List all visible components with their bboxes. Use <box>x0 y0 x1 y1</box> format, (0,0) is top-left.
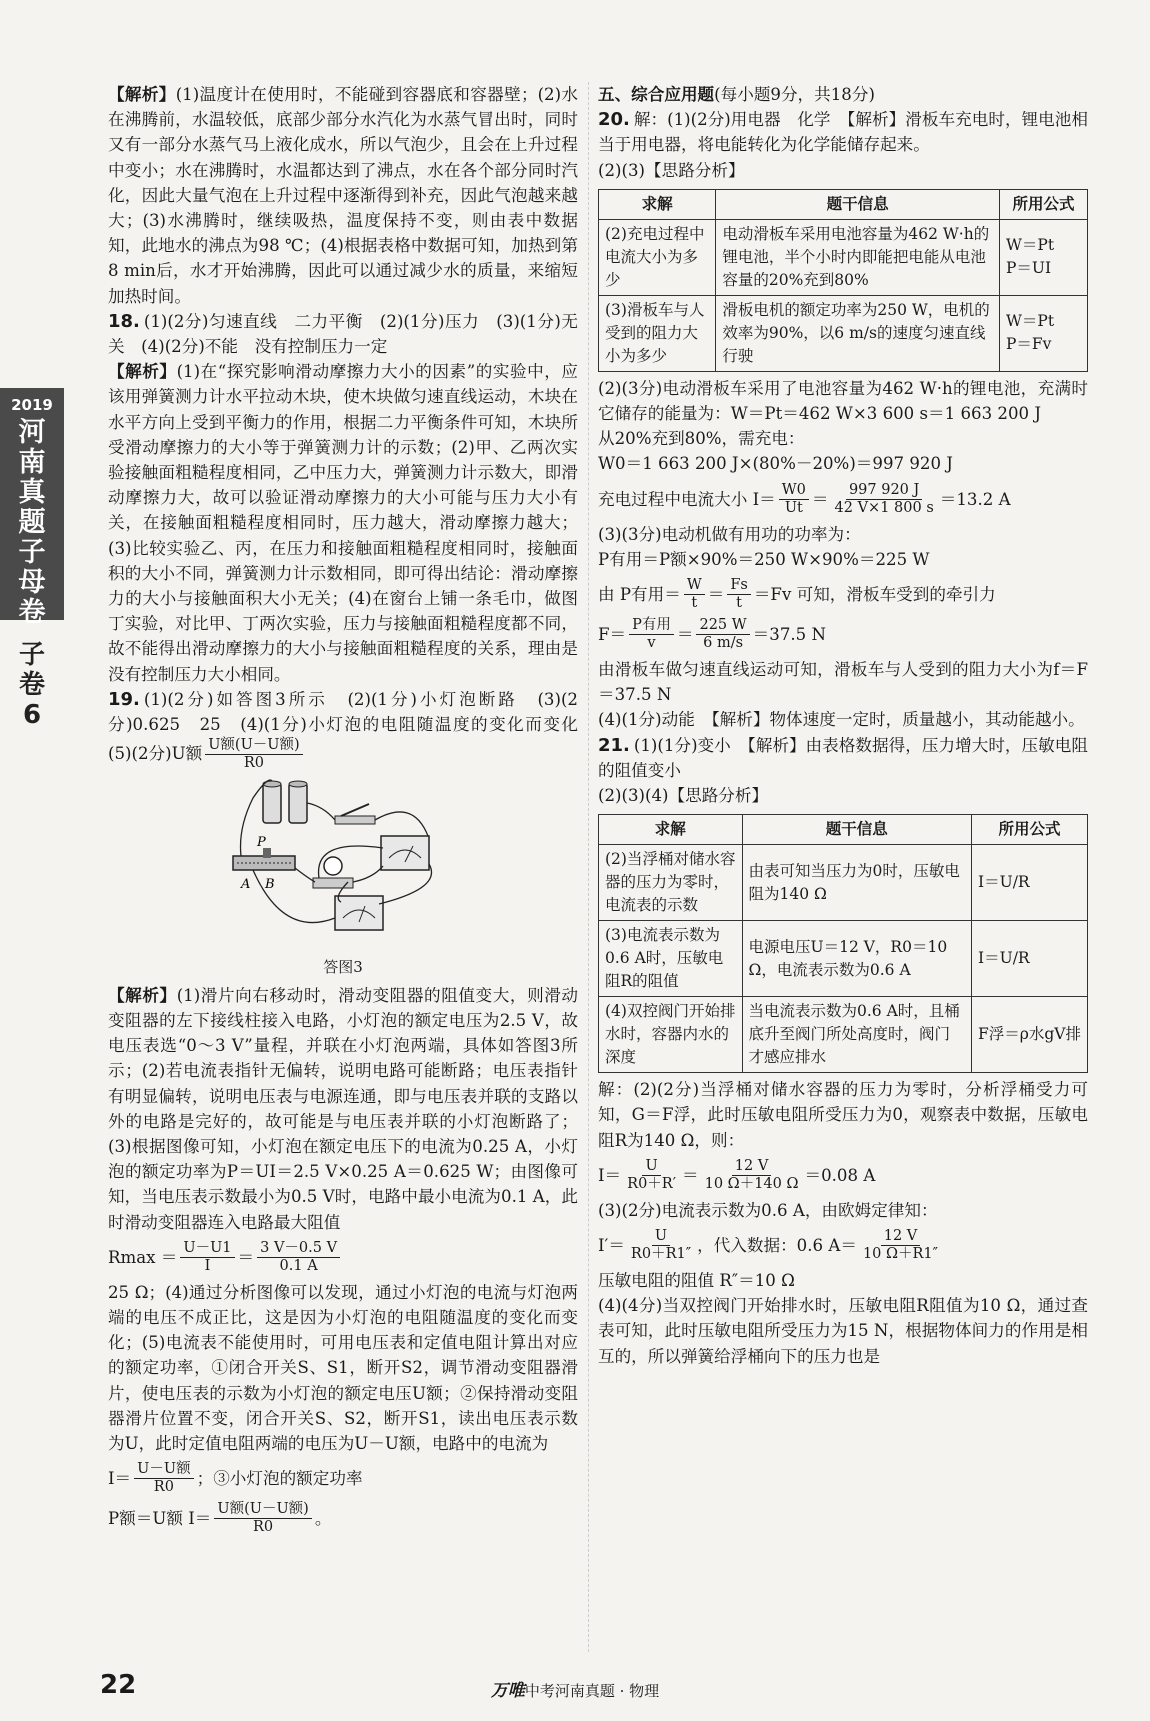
eq-result: ＝13.2 A <box>939 489 1011 509</box>
footer <box>0 1676 1150 1701</box>
table-cell: W＝Pt P＝UI <box>999 219 1087 295</box>
q18-analysis-text: (1)在“探究影响滑动摩擦力大小的因素”的实验中，应该用弹簧测力计水平拉动木块，使木块做匀速直线运动，木块在水平方向上受到平衡力的作用，根据二力平衡条件可知，木块所受滑动摩擦力的大小等于弹簧测力计的示数；(2)甲、乙两次实验接触面粗糙程度相同，乙中压力大，弹簧测力计示数大，即滑动摩擦力大，故可以验证滑动摩擦力的大小可能与压力大小有关，在接触面粗糙程度相同时，压力越大，滑动摩擦力越大；(3)比较实验乙、丙，在压力和接触面粗糙程度相同时，接触面积的大小不同，弹簧测力计示数相同，即可得出结论：滑动摩擦力的大小与接触面积大小无关；(4)在窗台上铺一条毛巾，做图丁实验，对比甲、丁两次实验，压力与接触面粗糙程度都不同，故不能得出滑动摩擦力的大小与接触面粗糙程度的关系，理由是没有控制压力大小相同。 <box>108 362 578 684</box>
q18-analysis <box>108 359 578 687</box>
table-cell: 由表可知当压力为0时，压敏电阻为140 Ω <box>742 845 972 921</box>
fraction-denominator: 42 V×1 800 s <box>834 499 934 516</box>
q20-s2b: 从20%充到80%，需充电： <box>598 429 805 449</box>
fraction <box>727 577 751 612</box>
fraction-denominator: t <box>736 595 742 612</box>
circuit-figure <box>108 778 578 980</box>
table-cell: 滑板电机的额定功率为250 W，电机的效率为90%，以6 m/s的速度匀速直线行驶 <box>716 295 1000 371</box>
side-year: 2019 <box>11 396 53 414</box>
footer-brand: 万唯 <box>490 1681 525 1701</box>
q20-number: 20. <box>598 109 630 131</box>
q21-number: 21. <box>598 734 630 756</box>
fraction-denominator: 6 m/s <box>703 635 744 652</box>
fraction-numerator: Fs <box>727 577 751 595</box>
fraction-denominator: 0.1 A <box>279 1257 318 1274</box>
table-cell: W＝Pt P＝Fv <box>999 295 1087 371</box>
rmax-eq-sign: ＝ <box>237 1247 255 1267</box>
fraction <box>832 482 937 517</box>
fraction <box>624 1158 679 1193</box>
table-cell: 电动滑板车采用电池容量为462 W·h的锂电池，半个小时内即能把电能从电池容量的20%充到80% <box>716 219 1000 295</box>
i-lhs: I＝ <box>108 1469 132 1489</box>
fraction-denominator: 10 Ω＋R1″ <box>862 1246 939 1263</box>
q20-s2c: W0＝1 663 200 J×(80%－20%)＝997 920 J <box>598 454 953 474</box>
q19-analysis-text-1: (1)滑片向右移动时，滑动变阻器的阻值变大，则滑动变阻器的左下接线柱接入电路，小灯泡的额定电压为2.5 V，故电压表选“0～3 V”量程，并联在小灯泡两端，具体如答图3所示；(2)若电流表指针无偏转，说明电路可能断路；电压表指针有明显偏转，说明电压表与电源连通，即与电压表并联的支路以外的电路是完好的，故可能是与电压表并联的小灯泡断路了；(3)根据图像可知，小灯泡在额定电压下的电流为0.25 A，小灯泡的额定功率为P＝UI＝2.5 V×0.25 A＝0.625 W；由图像可知，当电压表示数最小为0.5 V时，电路中最小电流为0.1 A，此时滑动变阻器连入电路最大阻值 <box>108 985 579 1232</box>
fraction-numerator: U <box>652 1228 670 1246</box>
analysis-label: 【解析】 <box>108 361 177 382</box>
q20-s2a: (2)(3分)电动滑板车采用了电池容量为462 W·h的锂电池，充满时它储存的能量为：W＝Pt＝462 W×3 600 s＝1 663 200 J <box>598 378 1088 424</box>
q19-number: 19. <box>108 688 140 710</box>
fraction-numerator: 12 V <box>881 1228 921 1246</box>
power-equation <box>108 1501 578 1536</box>
q20-line1-text: 解：(1)(2分)用电器 化学 【解析】滑板车充电时，锂电池相当于用电器，将电能转化为化学能储存起来。 <box>598 110 1088 155</box>
q19-answer-fraction <box>205 737 302 772</box>
fraction-numerator: U－U额 <box>134 1461 193 1479</box>
eq-sign: ＝ <box>676 624 694 644</box>
eq-mid: ，代入数据：0.6 A＝ <box>697 1235 857 1255</box>
q21-s3c: 压敏电阻的阻值 R″＝10 Ω <box>598 1271 795 1291</box>
fraction-numerator: 3 V－0.5 V <box>257 1240 340 1258</box>
fraction-numerator: 997 920 J <box>846 482 922 500</box>
q19-analysis-text-2: 25 Ω；(4)通过分析图像可以发现，通过小灯泡的电流与灯泡两端的电压不成正比，这是因为小灯泡的电阻随温度的变化而变化；(5)电流表不能使用时，可用电压表和定值电阻计算出对应的额定功率，①闭合开关S、S1，断开S2，调节滑动变阻器滑片，使电压表的示数为小灯泡的额定电压U额；②保持滑动变阻器滑片位置不变，闭合开关S、S2，断开S1，读出电压表示数为U，此时定值电阻两端的电压为U－U额，电路中的电流为 <box>108 1282 578 1453</box>
q20-power-equation <box>598 577 1088 612</box>
eq-lhs: 充电过程中电流大小 I＝ <box>598 489 776 509</box>
fraction-denominator: v <box>647 635 656 652</box>
table-cell: (3)电流表示数为0.6 A时，压敏电阻R的阻值 <box>599 921 743 997</box>
rmax-fraction-2 <box>257 1240 340 1275</box>
fraction-denominator: R0 <box>253 1519 274 1536</box>
section-note: (每小题9分，共18分) <box>714 85 875 104</box>
table-header: 求解 <box>599 815 743 845</box>
q18-number: 18. <box>108 310 140 332</box>
fraction <box>702 1158 802 1193</box>
table-cell: (4)双控阀门开始排水时，容器内水的深度 <box>599 997 743 1073</box>
q21-s4: (4)(4分)当双控阀门开始排水时，压敏电阻R阻值为10 Ω，通过查表可知，此时压敏电阻所受压力为15 N，根据物体间力的作用是相互的，所以弹簧给浮桶向下的压力也是 <box>598 1296 1088 1366</box>
q21-analysis-table <box>598 814 1088 1073</box>
fraction-numerator: W0 <box>779 482 809 500</box>
label-a: A <box>241 877 251 893</box>
analysis-label: 【解析】 <box>108 84 176 104</box>
side-title: 河南真题子母卷 <box>18 417 46 628</box>
q19-answer-formula: U额 <box>171 744 203 764</box>
fraction-numerator: W <box>684 577 705 595</box>
q21-s3a: (3)(2分)电流表示数为0.6 A，由欧姆定律知： <box>598 1200 938 1220</box>
table-header: 题干信息 <box>742 815 972 845</box>
fraction-numerator: U－U1 <box>180 1240 234 1258</box>
q20-force-equation <box>598 617 1088 652</box>
fraction <box>860 1228 941 1263</box>
side-subtitle <box>0 640 64 730</box>
current-equation <box>108 1461 578 1496</box>
q20-s3e: 由滑板车做匀速直线运动可知，滑板车与人受到的阻力大小为f＝F＝37.5 N <box>598 660 1088 705</box>
table-row <box>599 845 1088 921</box>
q21-table-heading: (2)(3)(4)【思路分析】 <box>598 786 769 806</box>
fraction-denominator: Ut <box>784 499 803 516</box>
fraction-denominator: 10 Ω＋140 Ω <box>704 1175 799 1192</box>
table-cell: 当电流表示数为0.6 A时，且桶底升至阀门所处高度时，阀门才感应排水 <box>742 997 972 1073</box>
fraction-numerator: U <box>642 1158 660 1176</box>
q21-line1 <box>598 733 1088 783</box>
fraction-denominator: R0＋R1″ <box>630 1246 692 1263</box>
circuit-diagram <box>223 778 463 948</box>
fraction-denominator: R0 <box>243 755 265 772</box>
eq-lhs: 由 P有用＝ <box>598 584 681 604</box>
fraction <box>684 577 705 612</box>
q20-table-heading: (2)(3)【思路分析】 <box>598 160 745 180</box>
label-p: P <box>257 835 266 851</box>
fraction-numerator: P有用 <box>629 617 674 635</box>
fraction <box>629 617 674 652</box>
q20-line1 <box>598 107 1088 157</box>
table-row <box>599 921 1088 997</box>
q19-analysis-2 <box>108 1280 578 1456</box>
q20-s4: (4)(1分)动能 【解析】物体速度一定时，质量越小，其动能越小。 <box>598 710 1085 730</box>
table-cell: 电源电压U＝12 V，R0＝10 Ω，电流表示数为0.6 A <box>742 921 972 997</box>
table-header: 题干信息 <box>716 189 1000 219</box>
rmax-fraction-1 <box>180 1240 234 1275</box>
q17-analysis <box>108 82 578 309</box>
q21-current-equation <box>598 1158 1088 1193</box>
table-row <box>599 997 1088 1073</box>
q19-answer-text: (1)(2分)如答图3所示 (2)(1分)小灯泡断路 (3)(2分)0.625 25 (4)(1分)小灯泡的电阻随温度的变化而变化 (5)(2分) <box>108 689 595 764</box>
q21-line1-text: (1)(1分)变小 【解析】由表格数据得，压力增大时，压敏电阻的阻值变小 <box>598 735 1088 780</box>
fraction-denominator: t <box>691 595 698 612</box>
p-fraction <box>214 1501 311 1536</box>
table-header: 求解 <box>599 189 716 219</box>
side-sub-1: 子 <box>18 640 45 670</box>
eq-rest: ＝Fv 可知，滑板车受到的牵引力 <box>753 584 996 604</box>
table-cell: (2)充电过程中电流大小为多少 <box>599 219 716 295</box>
q19-analysis-1 <box>108 983 578 1235</box>
table-cell: I＝U/R <box>972 921 1088 997</box>
q20-s3b: P有用＝P额×90%＝250 W×90%＝225 W <box>598 549 930 569</box>
eq-result: ＝37.5 N <box>752 624 827 644</box>
rmax-lhs: Rmax ＝ <box>108 1247 178 1267</box>
q18-answer-text: (1)(2分)匀速直线 二力平衡 (2)(1分)压力 (3)(1分)无关 (4)(2分)不能 没有控制压力一定 <box>108 311 578 357</box>
side-sub-2: 卷 <box>18 670 45 700</box>
eq-lhs: I＝ <box>598 1165 622 1185</box>
table-header: 所用公式 <box>999 189 1087 219</box>
fraction-denominator: I <box>204 1257 211 1274</box>
table-cell: (3)滑板车与人受到的阻力大小为多少 <box>599 295 716 371</box>
analysis-label: 【解析】 <box>108 984 177 1005</box>
fraction-numerator: U额(U－U额) <box>214 1501 311 1519</box>
eq-lhs: F＝ <box>598 624 627 644</box>
side-sub-3: 6 <box>22 700 42 730</box>
left-column <box>108 82 595 1541</box>
fraction-denominator: R0 <box>153 1479 174 1496</box>
eq-sign: ＝ <box>811 489 829 509</box>
section-header <box>598 82 1088 107</box>
p-lhs: P额＝U额 I＝ <box>108 1509 212 1529</box>
section-title: 五、综合应用题 <box>598 84 715 104</box>
label-b: B <box>265 877 275 893</box>
fraction-numerator: 225 W <box>696 617 749 635</box>
table-cell: I＝U/R <box>972 845 1088 921</box>
fraction-denominator: R0＋R′ <box>627 1175 677 1192</box>
right-column <box>598 82 1088 1369</box>
eq-sign: ＝ <box>682 1165 699 1185</box>
q20-s3a: (3)(3分)电动机做有用功的功率为： <box>598 524 861 544</box>
table-header: 所用公式 <box>972 815 1088 845</box>
side-tab <box>0 388 64 628</box>
q19-analysis-text-3: ；③小灯泡的额定功率 <box>196 1469 363 1489</box>
fraction-numerator: U额(U－U额) <box>205 737 302 755</box>
fraction-numerator: 12 V <box>732 1158 772 1176</box>
q17-analysis-text: (1)温度计在使用时，不能碰到容器底和容器壁；(2)水在沸腾前，水温较低，底部少部分水汽化为水蒸气冒出时，同时又有一部分水蒸气马上液化成水，所以气泡少，且会在上升过程中变小；水在沸腾时，水温都达到了沸点，水在各个部分同时汽化，因此大量气泡在上升过程中逐渐得到补充，因此气泡越来越大；(3)水沸腾时，继续吸热，温度保持不变，则由表中数据知，此地水的沸点为98 ℃；(4)根据表格中数据可知，加热到第8 min后，水才开始沸腾，因此可以通过减少水的质量，来缩短加热时间。 <box>108 85 579 306</box>
fraction <box>696 617 749 652</box>
q19-answer <box>108 687 595 772</box>
i-fraction <box>134 1461 193 1496</box>
page-number: 22 <box>100 1670 137 1700</box>
eq-result: ＝0.08 A <box>804 1165 876 1185</box>
q21-s2a: 解：(2)(2分)当浮桶对储水容器的压力为零时，分析浮桶受力可知，G＝F浮，此时压敏电阻所受压力为0，观察表中数据，压敏电阻R为140 Ω，则： <box>598 1080 1088 1150</box>
eq-sign: ＝ <box>707 584 725 604</box>
q20-current-equation <box>598 482 1088 517</box>
p-end: 。 <box>314 1509 332 1529</box>
column-divider <box>588 82 589 1652</box>
fraction <box>628 1228 694 1263</box>
figure-caption: 答图3 <box>323 958 363 977</box>
table-header-row <box>599 189 1088 219</box>
q21-ohm-equation <box>598 1228 1088 1263</box>
rmax-equation <box>108 1240 578 1275</box>
fraction <box>779 482 809 517</box>
table-cell: (2)当浮桶对储水容器的压力为零时，电流表的示数 <box>599 845 743 921</box>
table-header-row <box>599 815 1088 845</box>
q20-analysis-table <box>598 189 1088 372</box>
q18-answer <box>108 309 578 359</box>
table-row <box>599 295 1088 371</box>
table-cell: F浮＝ρ水gV排 <box>972 997 1088 1073</box>
footer-text: 中考河南真题 · 物理 <box>524 1682 660 1700</box>
table-row <box>599 219 1088 295</box>
eq-lhs: I′＝ <box>598 1235 625 1255</box>
